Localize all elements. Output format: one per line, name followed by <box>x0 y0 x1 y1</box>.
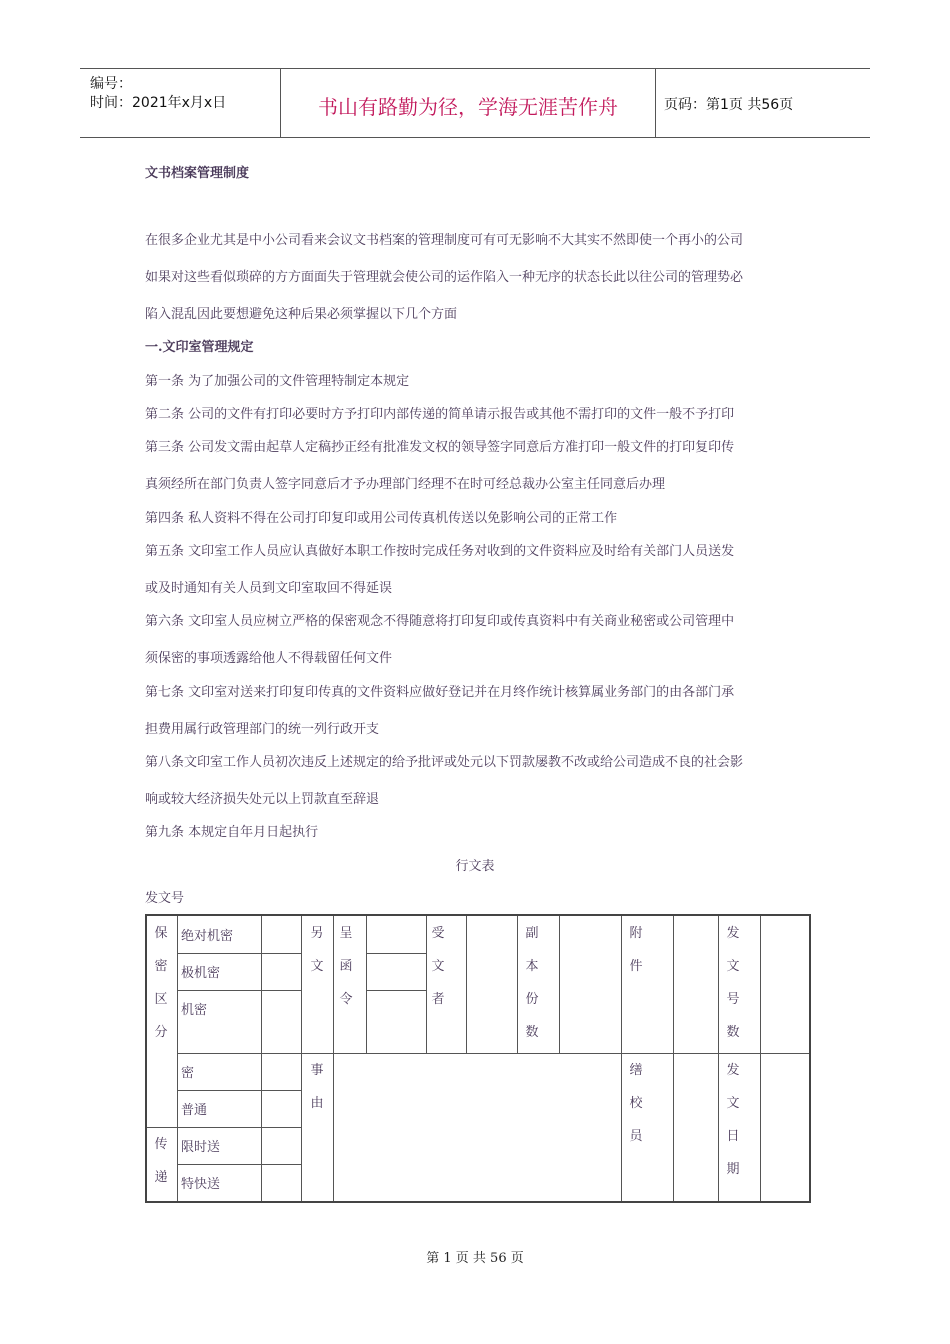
doc-number-label: 发文号 <box>145 891 185 906</box>
submit-type-label: 呈 函 令 <box>339 926 353 1007</box>
article-line: 担费用属行政管理部门的统一列行政开支 <box>145 722 380 737</box>
page-header <box>80 68 870 138</box>
header-center-cell <box>280 69 656 137</box>
secrecy-level-normal: 普通 <box>181 1103 208 1118</box>
table-title: 行文表 <box>455 859 495 874</box>
secrecy-level-confidential: 密 <box>181 1066 195 1081</box>
article-line: 第七条 文印室对送来打印复印传真的文件资料应做好登记并在月终作统计核算属业务部门的由各部门承 <box>145 685 735 700</box>
document-time-label: 时间：2021年x月x日 <box>90 95 227 111</box>
document-number-label: 编号： <box>90 76 132 92</box>
article-line: 第四条 私人资料不得在公司打印复印或用公司传真机传送以免影响公司的正常工作 <box>145 511 618 526</box>
intro-line-3: 陷入混乱因此要想避免这种后果必须掌握以下几个方面 <box>145 307 458 322</box>
intro-line-1: 在很多企业尤其是中小公司看来会议文书档案的管理制度可有可无影响不大其实不然即使一个再小的公司 <box>145 233 744 248</box>
copies-label: 副 本 份 数 <box>525 926 539 1040</box>
document-title: 文书档案管理制度 <box>145 166 250 181</box>
article-line: 真须经所在部门负责人签字同意后才予办理部门经理不在时可经总裁办公室主任同意后办理 <box>145 477 666 492</box>
receiver-label: 受 文 者 <box>431 926 445 1007</box>
secrecy-level-secret: 机密 <box>181 1003 208 1018</box>
article-line: 第五条 文印室工作人员应认真做好本职工作按时完成任务对收到的文件资料应及时给有关部门人员送发 <box>145 544 735 559</box>
doc-count-label: 发 文 号 数 <box>726 926 740 1040</box>
intro-line-2: 如果对这些看似琐碎的方方面面失于管理就会使公司的运作陷入一种无序的状态长此以往公司的管理势必 <box>145 270 744 285</box>
article-line: 第六条 文印室人员应树立严格的保密观念不得随意将打印复印或传真资料中有关商业秘密或公司管理中 <box>145 614 735 629</box>
other-text-label: 另 文 <box>310 926 324 974</box>
page-footer: 第 1 页 共 56 页 <box>426 1251 524 1266</box>
article-line: 第三条 公司发文需由起草人定稿抄正经有批准发文权的领导签字同意后方准打印一般文件的打印复印传 <box>145 440 735 455</box>
delivery-timed: 限时送 <box>181 1140 221 1155</box>
article-line: 第八条文印室工作人员初次违反上述规定的给予批评或处元以下罚款屡教不改或给公司造成不良的社会影 <box>145 755 744 770</box>
secrecy-level-highly-secret: 极机密 <box>181 966 221 981</box>
section-heading-1: 一.文印室管理规定 <box>145 340 254 355</box>
header-right-cell <box>656 69 870 137</box>
article-line: 响或较大经济损失处元以上罚款直至辞退 <box>145 792 380 807</box>
header-motto: 书山有路勤为径，学海无涯苦作舟 <box>318 95 618 119</box>
dispatch-form-table <box>145 914 811 1203</box>
issue-date-label: 发 文 日 期 <box>726 1063 740 1177</box>
secrecy-header: 保 密 区 分 <box>154 926 168 1040</box>
delivery-header: 传 递 <box>154 1137 168 1185</box>
article-line: 第一条 为了加强公司的文件管理特制定本规定 <box>145 374 410 389</box>
header-left-cell <box>80 69 280 137</box>
attachment-label: 附 件 <box>629 926 643 974</box>
proofreader-label: 缮 校 员 <box>629 1063 643 1144</box>
article-line: 或及时通知有关人员到文印室取回不得延误 <box>145 581 393 596</box>
subject-label: 事 由 <box>310 1063 324 1111</box>
header-page-label: 页码：第1页 共56页 <box>664 97 794 113</box>
article-line: 第二条 公司的文件有打印必要时方予打印内部传递的简单请示报告或其他不需打印的文件一般不予打印 <box>145 407 735 422</box>
secrecy-level-top-secret: 绝对机密 <box>181 929 234 944</box>
delivery-express: 特快送 <box>181 1177 221 1192</box>
article-line: 须保密的事项透露给他人不得载留任何文件 <box>145 651 393 666</box>
article-line: 第九条 本规定自年月日起执行 <box>145 825 319 840</box>
